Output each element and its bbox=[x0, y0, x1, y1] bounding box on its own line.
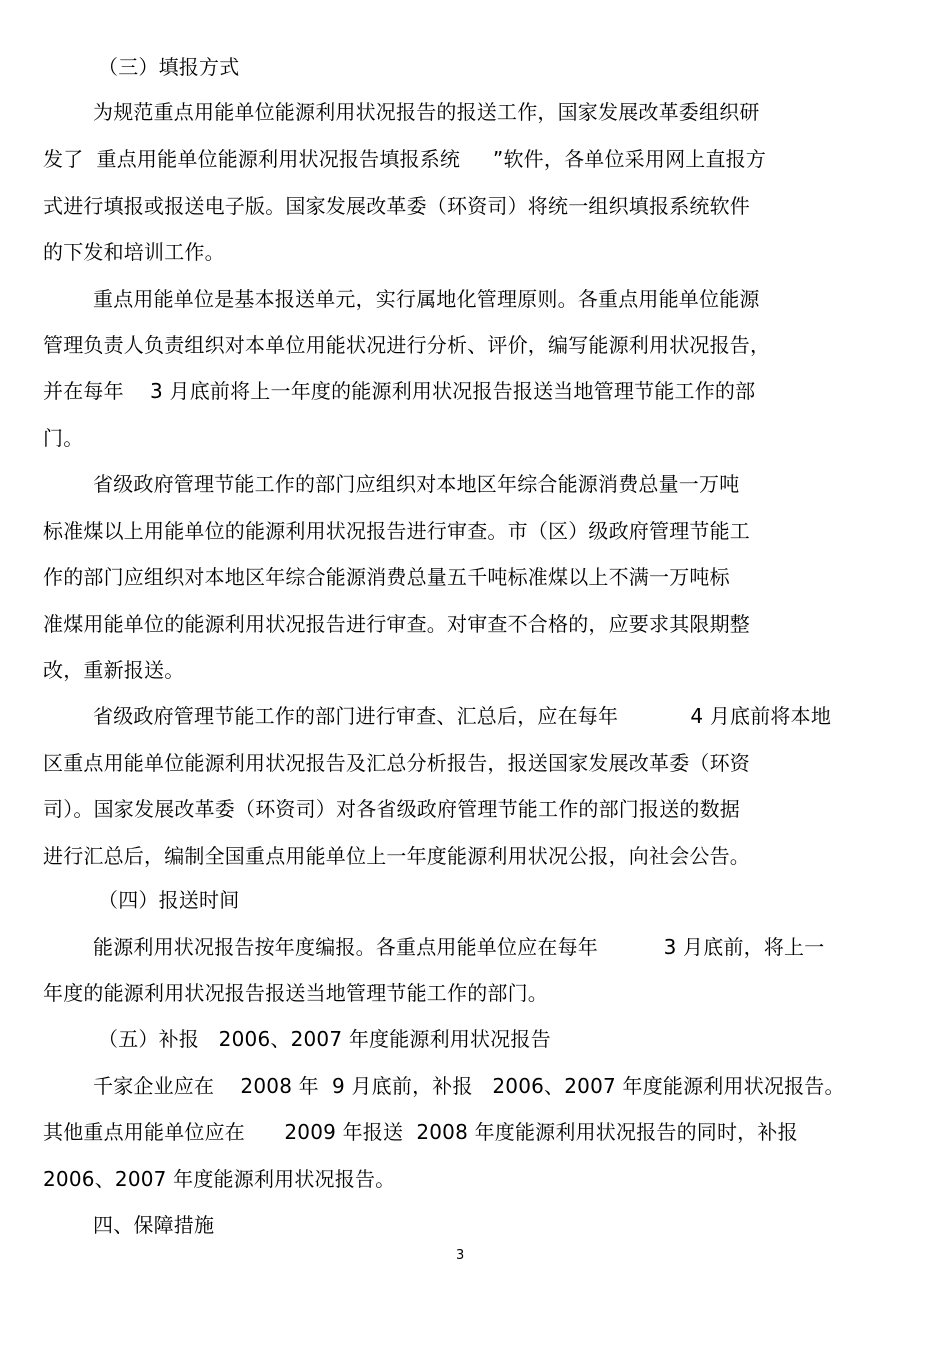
paragraph-line: 式进行填报或报送电子版。国家发展改革委（环资司）将统一组织填报系统软件 bbox=[43, 194, 750, 218]
paragraph-line: 2006、2007 年度能源利用状况报告。 bbox=[43, 1167, 396, 1191]
paragraph-line: 准煤用能单位的能源利用状况报告进行审查。对审查不合格的，应要求其限期整 bbox=[43, 612, 750, 636]
paragraph-line: 区重点用能单位能源利用状况报告及汇总分析报告，报送国家发展改革委（环资 bbox=[43, 751, 750, 775]
paragraph-line: 重点用能单位是基本报送单元，实行属地化管理原则。各重点用能单位能源 bbox=[93, 287, 760, 311]
paragraph-line: 作的部门应组织对本地区年综合能源消费总量五千吨标准煤以上不满一万吨标 bbox=[43, 565, 730, 589]
section-heading-safeguards: 四、保障措施 bbox=[93, 1213, 215, 1237]
paragraph-line: 改，重新报送。 bbox=[43, 658, 185, 682]
paragraph-line: 的下发和培训工作。 bbox=[43, 240, 225, 264]
paragraph-line: 年度的能源利用状况报告报送当地管理节能工作的部门。 bbox=[43, 981, 548, 1005]
paragraph-line: 为规范重点用能单位能源利用状况报告的报送工作，国家发展改革委组织研 bbox=[93, 100, 760, 124]
page-number: 3 bbox=[456, 1248, 465, 1263]
paragraph-line: 千家企业应在 2008 年 9 月底前，补报 2006、2007 年度能源利用状况报告。 bbox=[93, 1074, 845, 1098]
paragraph-line: 门。 bbox=[43, 426, 84, 450]
paragraph-line: 并在每年 3 月底前将上一年度的能源利用状况报告报送当地管理节能工作的部 bbox=[43, 379, 756, 403]
section-heading-supplementary-filing: （五）补报 2006、2007 年度能源利用状况报告 bbox=[98, 1027, 551, 1051]
paragraph-line: 管理负责人负责组织对本单位用能状况进行分析、评价，编写能源利用状况报告， bbox=[43, 333, 771, 357]
paragraph-line: 司）。国家发展改革委（环资司）对各省级政府管理节能工作的部门报送的数据 bbox=[43, 797, 740, 821]
section-heading-submission-time: （四）报送时间 bbox=[98, 888, 240, 912]
paragraph-line: 能源利用状况报告按年度编报。各重点用能单位应在每年 3 月底前，将上一 bbox=[93, 935, 825, 959]
paragraph-line: 发了 重点用能单位能源利用状况报告填报系统 ”软件，各单位采用网上直报方 bbox=[43, 147, 767, 171]
section-heading-filing-method: （三）填报方式 bbox=[98, 55, 240, 79]
paragraph-line: 标准煤以上用能单位的能源利用状况报告进行审查。市（区）级政府管理节能工 bbox=[43, 519, 750, 543]
paragraph-line: 省级政府管理节能工作的部门进行审查、汇总后，应在每年 4 月底前将本地 bbox=[93, 704, 832, 728]
paragraph-line: 其他重点用能单位应在 2009 年报送 2008 年度能源利用状况报告的同时，补报 bbox=[43, 1120, 798, 1144]
paragraph-line: 省级政府管理节能工作的部门应组织对本地区年综合能源消费总量一万吨 bbox=[93, 472, 740, 496]
paragraph-line: 进行汇总后，编制全国重点用能单位上一年度能源利用状况公报，向社会公告。 bbox=[43, 844, 750, 868]
